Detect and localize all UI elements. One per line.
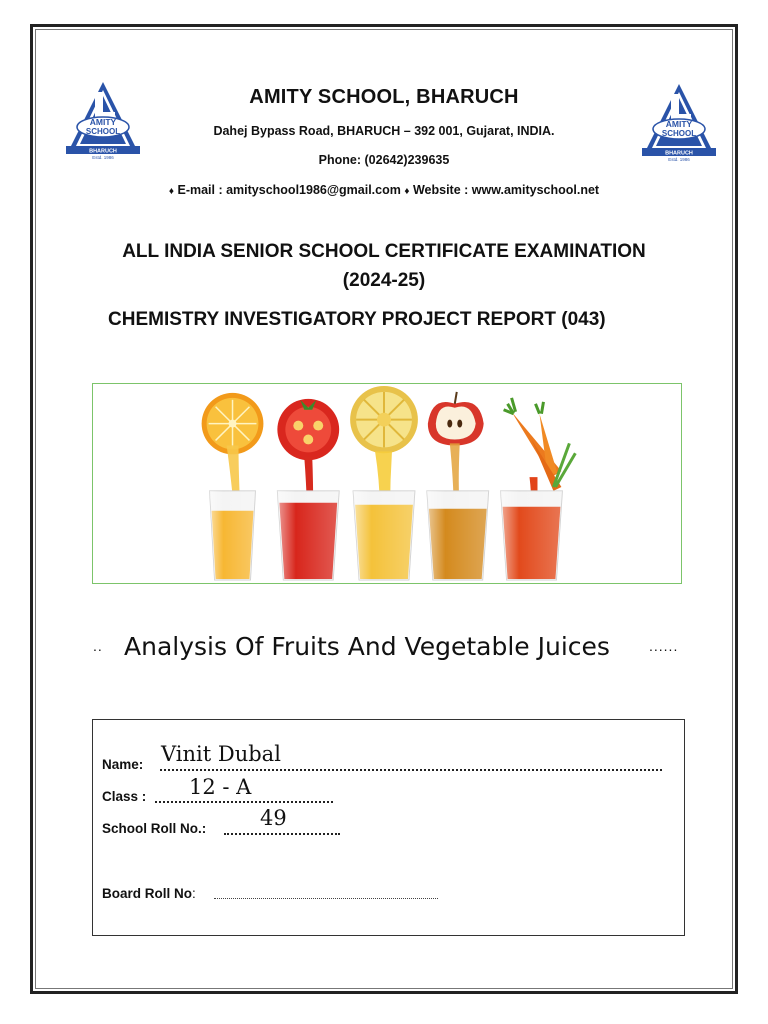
name-label: Name:: [102, 757, 144, 772]
school-website: Website : www.amityschool.net: [412, 183, 600, 197]
pineapple-fruit: [350, 386, 418, 453]
project-topic-row: [0, 632, 768, 668]
school-roll-label: School Roll No.:: [102, 821, 207, 836]
exam-year: (2024-25): [342, 270, 426, 291]
logo-text-amity: AMITY: [89, 117, 117, 127]
orange-juice-glass: [210, 491, 256, 580]
orange-fruit: [202, 393, 264, 454]
report-title-line: [108, 309, 606, 331]
class-dotted-line: [155, 801, 333, 803]
logo-text-school: SCHOOL: [661, 129, 697, 138]
apple-juice-glass: [427, 491, 489, 580]
bullet-icon: ♦: [168, 186, 174, 197]
apple-fruit: [428, 392, 484, 445]
school-address: Dahej Bypass Road, BHARUCH – 392 001, Gujarat, INDIA.: [213, 124, 555, 138]
class-value: 12 - A: [189, 775, 252, 799]
bullet-icon: ♦: [404, 186, 410, 197]
board-roll-label-text: Board Roll No: [102, 886, 192, 901]
subject-code: (043): [561, 309, 606, 330]
carrot-juice-glass: [501, 491, 563, 580]
contact-line: [0, 183, 768, 197]
school-roll-value: 49: [260, 806, 287, 830]
logo-text-estd: Estd. 1986: [92, 155, 114, 160]
logo-text-school: SCHOOL: [85, 127, 121, 136]
carrot-vegetable: [504, 398, 576, 491]
school-email: E-mail : amityschool1986@gmail.com: [177, 183, 401, 197]
class-label: Class :: [102, 789, 147, 804]
logo-text-amity: AMITY: [665, 119, 693, 129]
juice-banner-image: [92, 383, 682, 584]
school-phone: Phone: (02642)239635: [318, 153, 450, 167]
topic-dots-left: ..: [93, 638, 103, 654]
name-value: Vinit Dubal: [161, 742, 281, 766]
board-roll-colon: :: [192, 886, 196, 901]
board-roll-dotted-line: [214, 898, 438, 899]
report-title: CHEMISTRY INVESTIGATORY PROJECT REPORT: [108, 309, 556, 330]
topic-dots-right: ......: [649, 638, 679, 654]
project-topic: Analysis Of Fruits And Vegetable Juices: [124, 632, 610, 661]
name-dotted-line: [160, 769, 662, 771]
school-name: AMITY SCHOOL, BHARUCH: [249, 86, 519, 108]
tomato-fruit: [277, 399, 339, 460]
exam-title: ALL INDIA SENIOR SCHOOL CERTIFICATE EXAMINATION: [122, 241, 646, 262]
logo-text-city: BHARUCH: [89, 148, 117, 155]
board-roll-label: [102, 886, 196, 901]
logo-text-city: BHARUCH: [665, 150, 693, 157]
student-info-box: [92, 719, 685, 936]
tomato-juice-glass: [277, 491, 339, 580]
school-roll-dotted-line: [224, 833, 340, 835]
logo-text-estd: Estd. 1986: [668, 157, 690, 162]
pineapple-juice-glass: [353, 491, 415, 580]
